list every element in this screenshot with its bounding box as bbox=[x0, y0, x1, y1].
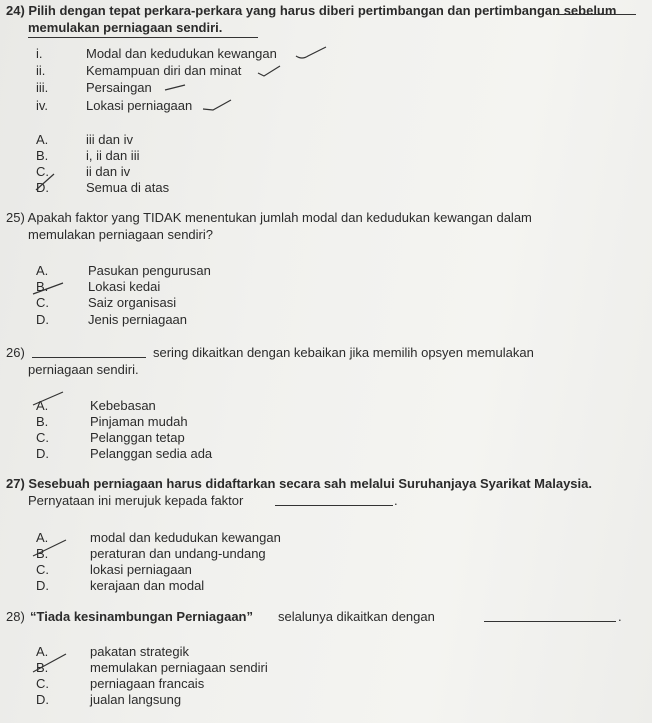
q26-answer-blank[interactable] bbox=[32, 357, 146, 358]
q28-option-text: perniagaan francais bbox=[90, 676, 205, 691]
q28-option-letter: C. bbox=[36, 676, 49, 691]
q25-option-text: Saiz organisasi bbox=[88, 295, 177, 310]
q26-number: 26) bbox=[6, 345, 25, 360]
q26-option-letter: A. bbox=[36, 398, 49, 413]
q24-option-text: i, ii dan iii bbox=[86, 148, 140, 163]
q25-option-letter: B. bbox=[36, 279, 49, 294]
q28-option-letter: D. bbox=[36, 692, 49, 707]
q28-number: 28) bbox=[6, 609, 25, 624]
q27-option-text: peraturan dan undang-undang bbox=[90, 546, 266, 561]
q27-answer-blank[interactable] bbox=[275, 505, 393, 506]
q28-stem-rest: selalunya dikaitkan dengan bbox=[278, 609, 435, 624]
q24-top-rule bbox=[556, 14, 636, 15]
answer-slash-mark bbox=[30, 280, 66, 296]
q27-stem-line1: 27) Sesebuah perniagaan harus didaftarkan secara sah melalui Suruhanjaya Syarikat Malaysia. bbox=[6, 476, 592, 491]
q25-option-letter: C. bbox=[36, 295, 49, 310]
q24-item-num: iv. bbox=[36, 98, 49, 113]
handwritten-tick-mark bbox=[294, 44, 330, 62]
answer-slash-mark bbox=[32, 170, 58, 192]
q24-item-text: Kemampuan diri dan minat bbox=[86, 63, 242, 78]
handwritten-tick-mark bbox=[201, 98, 233, 114]
handwritten-tick-mark bbox=[163, 82, 187, 94]
q27-stem-line2: Pernyataan ini merujuk kepada faktor bbox=[28, 493, 244, 508]
q27-option-letter: C. bbox=[36, 562, 49, 577]
q24-option-letter: D. bbox=[36, 180, 49, 195]
q28-option-text: memulakan perniagaan sendiri bbox=[90, 660, 268, 675]
q24-item-num: iii. bbox=[36, 80, 49, 95]
q28-option-text: jualan langsung bbox=[90, 692, 182, 707]
q28-option-letter: A. bbox=[36, 644, 49, 659]
q25-option-text: Jenis perniagaan bbox=[88, 312, 188, 327]
q24-underline bbox=[28, 37, 258, 38]
q24-stem-line1: 24) Pilih dengan tepat perkara-perkara yang harus diberi pertimbangan dan pertimbangan sebelum bbox=[6, 3, 617, 18]
answer-slash-mark bbox=[30, 652, 70, 674]
q27-stem-end: . bbox=[394, 493, 398, 508]
q26-stem-line1: sering dikaitkan dengan kebaikan jika memilih opsyen memulakan bbox=[153, 345, 534, 360]
q28-option-text: pakatan strategik bbox=[90, 644, 190, 659]
q24-option-text: iii dan iv bbox=[86, 132, 133, 147]
q27-option-letter: A. bbox=[36, 530, 49, 545]
q26-option-text: Pelanggan tetap bbox=[90, 430, 185, 445]
q24-option-letter: B. bbox=[36, 148, 49, 163]
q26-stem-line2: perniagaan sendiri. bbox=[28, 362, 139, 377]
q24-item-text: Persaingan bbox=[86, 80, 152, 95]
q25-stem-line1: 25) Apakah faktor yang TIDAK menentukan jumlah modal dan kedudukan kewangan dalam bbox=[6, 210, 532, 225]
q26-option-letter: D. bbox=[36, 446, 49, 461]
q28-answer-blank[interactable] bbox=[484, 621, 616, 622]
q27-option-text: modal dan kedudukan kewangan bbox=[90, 530, 281, 545]
q26-option-letter: C. bbox=[36, 430, 49, 445]
q25-option-letter: D. bbox=[36, 312, 49, 327]
q24-item-num: i. bbox=[36, 46, 43, 61]
q24-option-text: Semua di atas bbox=[86, 180, 170, 195]
q28-stem-bold: “Tiada kesinambungan Perniagaan” bbox=[30, 609, 253, 624]
handwritten-tick-mark bbox=[256, 64, 282, 78]
q24-option-letter: C. bbox=[36, 164, 49, 179]
q27-option-text: kerajaan dan modal bbox=[90, 578, 205, 593]
q24-option-text: ii dan iv bbox=[86, 164, 131, 179]
q24-option-letter: A. bbox=[36, 132, 49, 147]
q28-stem-end: . bbox=[618, 609, 622, 624]
q24-stem-line2: memulakan perniagaan sendiri. bbox=[28, 20, 223, 35]
q28-option-letter: B. bbox=[36, 660, 49, 675]
answer-slash-mark bbox=[30, 389, 66, 407]
q26-option-text: Pinjaman mudah bbox=[90, 414, 188, 429]
q25-option-text: Lokasi kedai bbox=[88, 279, 161, 294]
q25-option-text: Pasukan pengurusan bbox=[88, 263, 211, 278]
q27-option-text: lokasi perniagaan bbox=[90, 562, 192, 577]
q24-item-text: Lokasi perniagaan bbox=[86, 98, 193, 113]
q24-item-text: Modal dan kedudukan kewangan bbox=[86, 46, 277, 61]
answer-slash-mark bbox=[30, 538, 70, 558]
q26-option-text: Kebebasan bbox=[90, 398, 156, 413]
q25-option-letter: A. bbox=[36, 263, 49, 278]
q25-stem-line2: memulakan perniagaan sendiri? bbox=[28, 227, 214, 242]
q26-option-letter: B. bbox=[36, 414, 49, 429]
q26-option-text: Pelanggan sedia ada bbox=[90, 446, 213, 461]
q27-option-letter: B. bbox=[36, 546, 49, 561]
q27-option-letter: D. bbox=[36, 578, 49, 593]
q24-item-num: ii. bbox=[36, 63, 46, 78]
